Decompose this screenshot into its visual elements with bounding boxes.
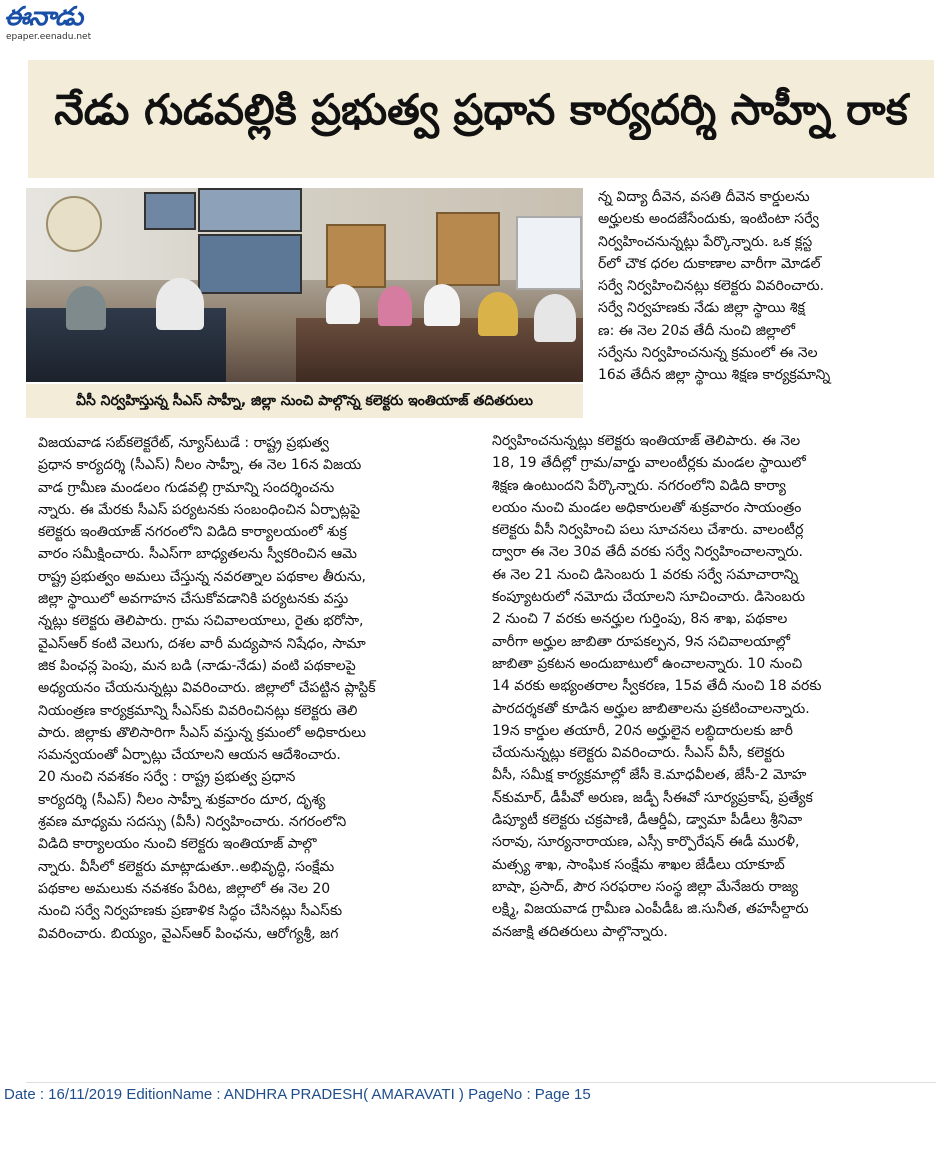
- article-text-line: నియంత్రణ కార్యక్రమాన్ని సీఎస్‌కు వివరించినట్లు కలెక్టరు తెలి: [38, 702, 358, 719]
- article-text-line: ప్రధాన కార్యదర్శి (సీఎస్‌) నీలం సాహ్నీ, ఈ నెల 16న విజయ: [38, 457, 362, 474]
- article-text-line: శ్రవణ మాధ్యమ సదస్సు (వీసీ) నిర్వహించారు. నగరంలోని: [38, 814, 347, 831]
- photo-person: [424, 284, 460, 326]
- article-text-line: నిర్వహించనున్నట్లు పేర్కొన్నారు. ఒక క్లస్ట: [598, 233, 813, 250]
- article-text-line: ర్‌లో చౌక ధరల దుకాణాల వారీగా మోడల్‌: [598, 255, 821, 272]
- state-emblem-icon: [46, 196, 102, 252]
- article-text-line: శిక్షణ ఉంటుందని పేర్కొన్నారు. నగరంలోని విడిది కార్యా: [492, 477, 786, 494]
- article-text-line: జిల్లా స్థాయిలో అవగాహన చేసుకోవడానికి పర్యటనకు వస్తు: [38, 591, 349, 608]
- edition-footer: Date : 16/11/2019 EditionName : ANDHRA PRADESH( AMARAVATI ) PageNo : Page 15: [4, 1086, 591, 1103]
- article-photo: [26, 188, 583, 382]
- masthead: [4, 2, 154, 52]
- article-text-line: పథకాల అమలుకు నవశకం పేరిట, జిల్లాలో ఈ నెల 20: [38, 880, 331, 897]
- article-text-line: బాషా, ప్రసాద్‌, పౌర సరఫరాల సంస్థ జిల్లా మేనేజరు రాజ్య: [492, 878, 799, 895]
- article-text-line: కంప్యూటరులో నమోదు చేయాలని సూచించారు. డిసెంబరు: [492, 589, 806, 606]
- article-column-left: [38, 432, 478, 945]
- article-text-line: చేయనున్నట్లు కలెక్టరు వివరించారు. సీఎస్‌ వీసీ, కలెక్టరు: [492, 745, 785, 762]
- article-text-line: విజయవాడ సబ్‌కలెక్టరేట్‌, న్యూస్‌టుడే : రాష్ట్ర ప్రభుత్వ: [38, 435, 329, 451]
- article-text-line: సర్వే నిర్వహణకు నేడు జిల్లా స్థాయి శిక్ష: [598, 300, 805, 317]
- article-text-line: సమన్వయంతో ఏర్పాట్లు చేయాలని ఆయన ఆదేశించారు.: [38, 747, 341, 764]
- article-column-right-top: [598, 186, 932, 387]
- article-text-line: వైఎస్‌ఆర్‌ కంటి వెలుగు, దశల వారీ మద్యపాన నిషేధం, సామా: [38, 635, 366, 652]
- photo-person: [326, 284, 360, 324]
- photo-person: [534, 294, 576, 342]
- article-text-line: న్నారు. వీసీలో కలెక్టరు మాట్లాడుతూ..అభివృద్ధి, సంక్షేమ: [38, 858, 335, 875]
- eenadu-logo: ఈనాడు: [4, 2, 83, 32]
- article-text-line: 14 వరకు అభ్యంతరాల స్వీకరణ, 15వ తేదీ నుంచి 18 వరకు: [492, 678, 822, 695]
- article-text-line: కార్యదర్శి (సీఎస్‌) నీలం సాహ్నీ శుక్రవారం దూర, దృశ్య: [38, 791, 326, 808]
- article-text-line: వారం సమీక్షించారు. సీఎస్‌గా బాధ్యతలను స్వీకరించిన ఆమె: [38, 546, 357, 563]
- article-text-line: అర్హులకు అందజేసేందుకు, ఇంటింటా సర్వే: [598, 211, 819, 228]
- masthead-url: epaper.eenadu.net: [6, 32, 92, 42]
- article-text-line: న్న విద్యా దీవెన, వసతి దీవెన కార్డులను: [598, 189, 810, 205]
- article-text-line: సరావు, సూర్యనారాయణ, ఎస్సీ కార్పొరేషన్‌ ఈడీ మురళీ,: [492, 834, 800, 851]
- article-text-line: కలెక్టరు ఇంతియాజ్‌ నగరంలోని విడిది కార్యాలయంలో శుక్ర: [38, 524, 347, 541]
- photo-person: [66, 286, 106, 330]
- article-text-line: న్నట్లు కలెక్టరు తెలిపారు. గ్రామ సచివాలయాలు, రైతు భరోసా,: [38, 613, 364, 630]
- photo-tv-screen: [198, 188, 302, 232]
- article-text-line: లయం నుంచి మండల అధికారులతో శుక్రవారం సాయంత్రం: [492, 499, 802, 516]
- article-text-line: నుంచి సర్వే నిర్వహణకు ప్రణాళిక సిద్ధం చేసినట్లు సీఎస్‌కు: [38, 903, 343, 920]
- article-text-line: వీసీ, సమీక్ష కార్యక్రమాల్లో జేసీ కె.మాధవీలత, జేసీ-2 మోహ: [492, 767, 807, 784]
- article-text-line: వాడ గ్రామీణ మండలం గుడవల్లి గ్రామాన్ని సందర్శించను: [38, 479, 335, 496]
- article-text-line: ఈ నెల 21 నుంచి డిసెంబరు 1 వరకు సర్వే సమాచారాన్ని: [492, 566, 799, 583]
- photo-curtain: [326, 224, 386, 288]
- footer-divider: [26, 1082, 936, 1083]
- article-headline: నేడు గుడవల్లికి ప్రభుత్వ ప్రధాన కార్యదర్శి సాహ్నీ రాక: [54, 85, 908, 134]
- article-text-line: లక్ష్మి, విజయవాడ గ్రామీణ ఎంపీడీఓ జి.సునీత, తహసీల్దారు: [492, 901, 809, 918]
- article-text-line: వివరించారు. బియ్యం, వైఎస్‌ఆర్‌ పింఛను, ఆరోగ్యశ్రీ, జగ: [38, 925, 339, 942]
- article-text-line: రాష్ట్ర ప్రభుత్వం అమలు చేస్తున్న నవరత్నాల పథకాల తీరును,: [38, 568, 366, 585]
- photo-person: [156, 278, 204, 330]
- article-text-line: నిర్వహించనున్నట్లు కలెక్టరు ఇంతియాజ్‌ తెలిపారు. ఈ నెల: [492, 433, 801, 449]
- article-text-line: విడిది కార్యాలయం నుంచి కలెక్టరు ఇంతియాజ్‌ పాల్గొ: [38, 836, 317, 853]
- article-text-line: ద్వారా ఈ నెల 30వ తేదీ వరకు సర్వే నిర్వహించాలన్నారు.: [492, 544, 803, 561]
- article-text-line: వారీగా అర్హుల జాబితా రూపకల్పన, 9న సచివాలయాల్లో: [492, 633, 791, 650]
- article-text-line: 18, 19 తేదీల్లో గ్రామ/వార్డు వాలంటీర్లకు మండల స్థాయిలో: [492, 455, 806, 472]
- article-text-line: సర్వే నిర్వహించినట్లు కలెక్టరు వివరించారు.: [598, 278, 825, 295]
- photo-caption: వీసీ నిర్వహిస్తున్న సీఎస్‌ సాహ్నీ, జిల్లా నుంచి పాల్గొన్న కలెక్టరు ఇంతియాజ్‌ తదితరులు: [76, 393, 533, 409]
- photo-tv-screen: [144, 192, 196, 230]
- photo-banner: [516, 216, 582, 290]
- photo-curtain: [436, 212, 500, 286]
- article-text-line: కలెక్టరు వీసీ నిర్వహించి పలు సూచనలు చేశారు. వాలంటీర్ల: [492, 522, 804, 539]
- article-text-line: జాబితా ప్రకటన అందుబాటులో ఉంచాలన్నారు. 10 నుంచి: [492, 655, 803, 672]
- article-text-line: న్‌కుమార్‌, డీపీవో అరుణ, జడ్పీ సీఈవో సూర్యప్రకాష్‌, ప్రత్యేక: [492, 789, 813, 806]
- article-text-line: ణ: ఈ నెల 20వ తేదీ నుంచి జిల్లాలో: [598, 322, 795, 339]
- article-text-line: అధ్యయనం చేయనున్నట్లు వివరించారు. జిల్లాలో చేపట్టిన ప్లాస్టిక్‌: [38, 680, 376, 697]
- photo-person: [378, 286, 412, 326]
- article-text-line: 19న కార్డుల తయారీ, 20న అర్హులైన లబ్ధిదారులకు జారీ: [492, 722, 793, 739]
- article-text-line: మత్స్య శాఖ, సాంఘిక సంక్షేమ శాఖల జేడీలు యాకూబ్‌: [492, 856, 785, 873]
- photo-person: [478, 292, 518, 336]
- article-text-line: డిప్యూటీ కలెక్టరు చక్రపాణి, డీఆర్డీఏ, డ్వామా పీడీలు శ్రీనివా: [492, 812, 803, 829]
- photo-tv-screen: [198, 234, 302, 294]
- article-column-right: [492, 430, 932, 943]
- headline-band: [28, 60, 934, 178]
- article-text-line: పారు. జిల్లాకు తొలిసారిగా సీఎస్‌ వస్తున్న క్రమంలో అధికారులు: [38, 724, 366, 741]
- article-text-line: వనజాక్షి తదితరులు పాల్గొన్నారు.: [492, 923, 668, 940]
- article-text-line: 20 నుంచి నవశకం సర్వే : రాష్ట్ర ప్రభుత్వ ప్రధాన: [38, 769, 296, 786]
- article-text-line: సర్వేను నిర్వహించనున్న క్రమంలో ఈ నెల: [598, 345, 818, 362]
- article-text-line: న్నారు. ఈ మేరకు సీఎస్‌ పర్యటనకు సంబంధించిన ఏర్పాట్లపై: [38, 501, 361, 518]
- article-text-line: పారదర్శకతో కూడిన అర్హుల జాబితాలను ప్రకటించాలన్నారు.: [492, 700, 810, 717]
- article-text-line: 2 నుంచి 7 వరకు అనర్హుల గుర్తింపు, 8న శాఖ, పథకాల: [492, 611, 788, 628]
- photo-caption-band: [26, 384, 583, 418]
- article-text-line: జిక పింఛన్ల పెంపు, మన బడి (నాడు-నేడు) వంటి పథకాలపై: [38, 657, 356, 674]
- article-text-line: 16వ తేదీన జిల్లా స్థాయి శిక్షణ కార్యక్రమాన్ని: [598, 367, 831, 384]
